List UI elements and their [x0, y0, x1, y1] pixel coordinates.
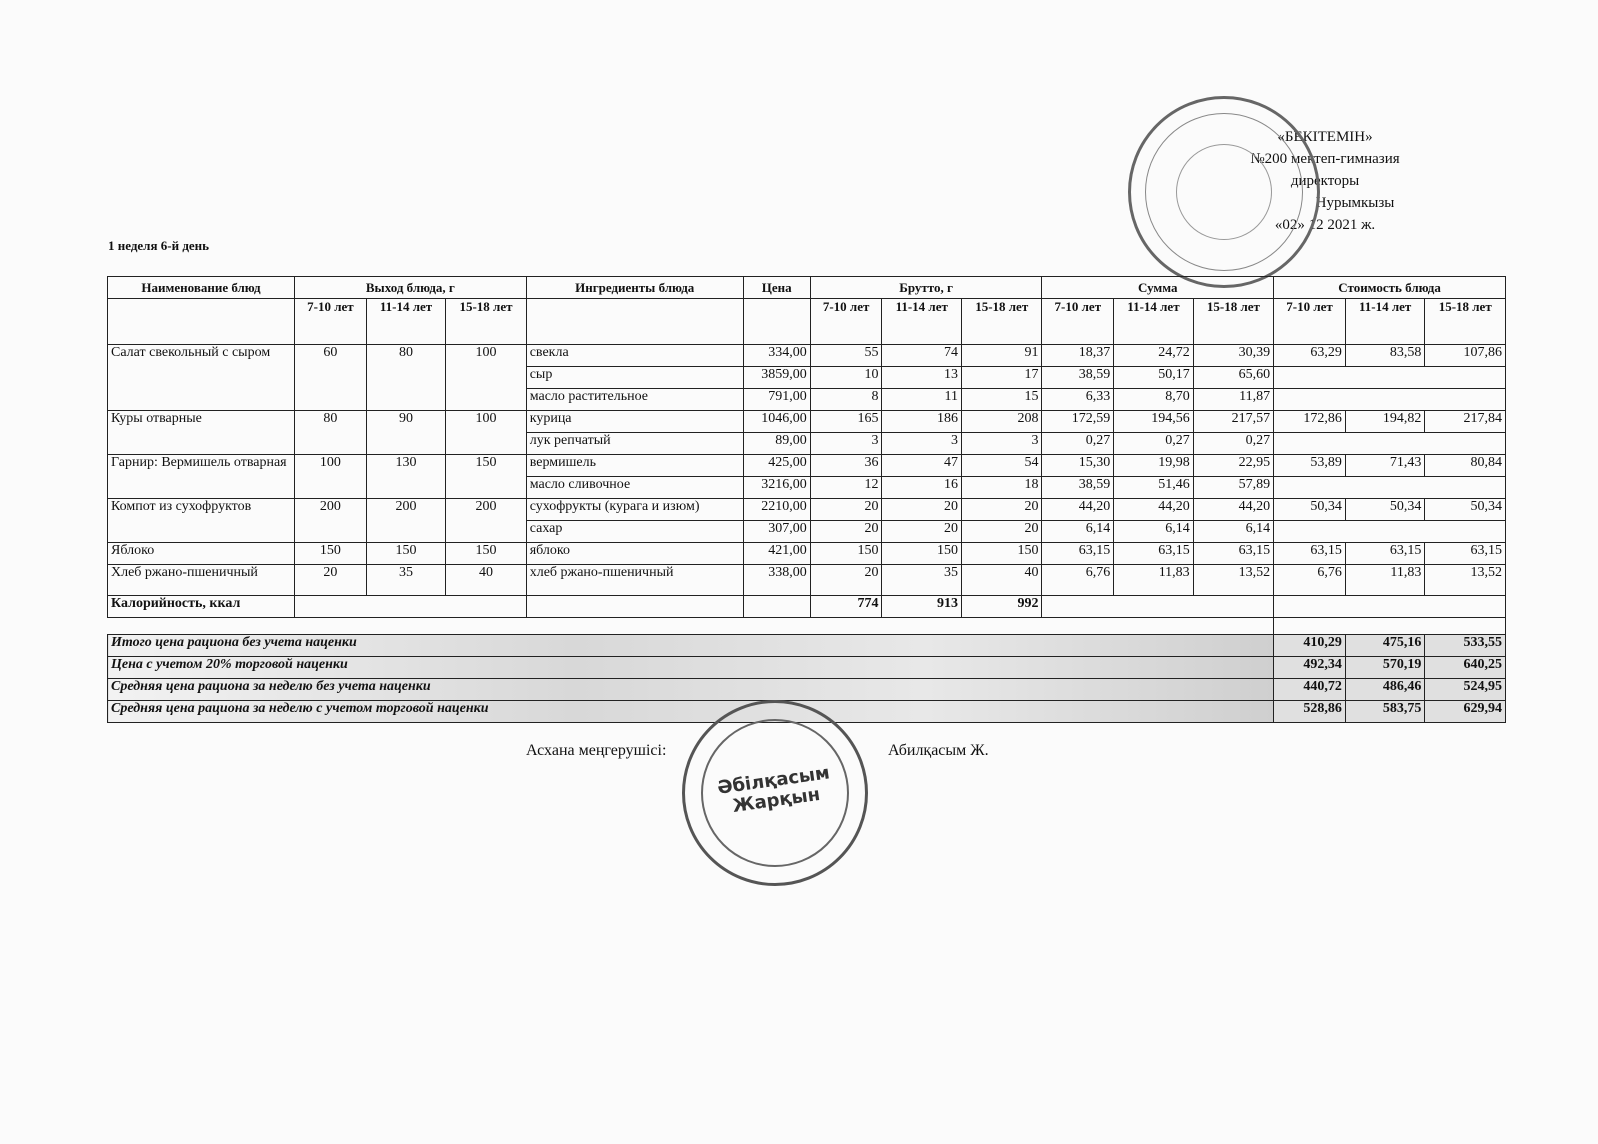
price-cell: 3859,00 — [743, 367, 810, 389]
brutto-cell: 165 — [810, 411, 882, 433]
sum-cell: 6,14 — [1193, 521, 1273, 543]
brutto-cell: 18 — [961, 477, 1041, 499]
dish-name: Яблоко — [108, 543, 295, 565]
total-row — [108, 679, 1506, 701]
cost-cell: 63,29 — [1274, 345, 1346, 367]
sum-cell: 0,27 — [1114, 433, 1194, 455]
brutto-cell: 13 — [882, 367, 962, 389]
cost-cell: 50,34 — [1425, 499, 1506, 521]
table-row — [108, 455, 1506, 477]
sum-cell: 24,72 — [1114, 345, 1194, 367]
cost-cell: 107,86 — [1425, 345, 1506, 367]
sum-cell: 30,39 — [1193, 345, 1273, 367]
cost-cell: 217,84 — [1425, 411, 1506, 433]
sum-cell: 13,52 — [1193, 565, 1273, 596]
age-15-18: 15-18 лет — [446, 299, 526, 345]
sum-cell: 6,14 — [1042, 521, 1114, 543]
manager-name: Абилқасым Ж. — [888, 742, 989, 759]
sum-cell: 172,59 — [1042, 411, 1114, 433]
cost-cell: 63,15 — [1345, 543, 1425, 565]
cost-cell: 172,86 — [1274, 411, 1346, 433]
sum-cell: 57,89 — [1193, 477, 1273, 499]
header-row — [108, 277, 1506, 299]
cost-cell: 63,15 — [1274, 543, 1346, 565]
manager-role: Асхана меңгерушісі: — [526, 742, 667, 759]
sum-cell: 6,14 — [1114, 521, 1194, 543]
calories-value: 913 — [882, 596, 962, 618]
total-value: 583,75 — [1345, 701, 1425, 723]
yield-cell: 200 — [366, 499, 446, 543]
total-label: Итого цена рациона без учета наценки — [108, 635, 1274, 657]
price-cell: 307,00 — [743, 521, 810, 543]
ingredient-name: вермишель — [526, 455, 743, 477]
total-value: 475,16 — [1345, 635, 1425, 657]
total-value: 440,72 — [1274, 679, 1346, 701]
yield-cell: 150 — [366, 543, 446, 565]
ingredient-name: масло сливочное — [526, 477, 743, 499]
price-cell: 1046,00 — [743, 411, 810, 433]
brutto-cell: 54 — [961, 455, 1041, 477]
school-seal-stamp — [1128, 96, 1320, 288]
sum-cell: 0,27 — [1193, 433, 1273, 455]
table-row — [108, 499, 1506, 521]
calories-value: 992 — [961, 596, 1041, 618]
yield-cell: 100 — [295, 455, 367, 499]
stamp-text: Әбілқасым Жарқын — [716, 762, 832, 817]
sum-cell: 22,95 — [1193, 455, 1273, 477]
total-row — [108, 635, 1506, 657]
yield-cell: 130 — [366, 455, 446, 499]
brutto-cell: 17 — [961, 367, 1041, 389]
canteen-stamp — [682, 700, 868, 886]
col-cost: Стоимость блюда — [1274, 277, 1506, 299]
brutto-cell: 91 — [961, 345, 1041, 367]
brutto-cell: 3 — [882, 433, 962, 455]
total-value: 492,34 — [1274, 657, 1346, 679]
yield-cell: 80 — [366, 345, 446, 411]
sum-cell: 0,27 — [1042, 433, 1114, 455]
ingredient-name: яблоко — [526, 543, 743, 565]
brutto-cell: 3 — [961, 433, 1041, 455]
brutto-cell: 20 — [810, 521, 882, 543]
sum-cell: 44,20 — [1114, 499, 1194, 521]
brutto-cell: 20 — [961, 521, 1041, 543]
table-row — [108, 543, 1506, 565]
ingredient-name: хлеб ржано-пшеничный — [526, 565, 743, 596]
cost-cell: 83,58 — [1345, 345, 1425, 367]
sum-cell: 51,46 — [1114, 477, 1194, 499]
total-label: Средняя цена рациона за неделю без учета наценки — [108, 679, 1274, 701]
price-cell: 425,00 — [743, 455, 810, 477]
brutto-cell: 15 — [961, 389, 1041, 411]
total-value: 486,46 — [1345, 679, 1425, 701]
sum-cell: 63,15 — [1193, 543, 1273, 565]
age-7-10: 7-10 лет — [1042, 299, 1114, 345]
sum-cell: 44,20 — [1193, 499, 1273, 521]
brutto-cell: 40 — [961, 565, 1041, 596]
yield-cell: 60 — [295, 345, 367, 411]
sum-cell: 38,59 — [1042, 367, 1114, 389]
sum-cell: 44,20 — [1042, 499, 1114, 521]
brutto-cell: 150 — [882, 543, 962, 565]
cost-cell: 71,43 — [1345, 455, 1425, 477]
total-value: 629,94 — [1425, 701, 1506, 723]
dish-name: Компот из сухофруктов — [108, 499, 295, 543]
age-11-14: 11-14 лет — [1114, 299, 1194, 345]
yield-cell: 200 — [446, 499, 526, 543]
yield-cell: 20 — [295, 565, 367, 596]
price-cell: 334,00 — [743, 345, 810, 367]
col-ingredients: Ингредиенты блюда — [526, 277, 743, 299]
brutto-cell: 47 — [882, 455, 962, 477]
col-yield: Выход блюда, г — [295, 277, 527, 299]
brutto-cell: 20 — [882, 521, 962, 543]
approval-role: директоры — [1290, 173, 1360, 189]
approval-title: «БЕКІТЕМІН» — [1277, 129, 1373, 145]
sum-cell: 19,98 — [1114, 455, 1194, 477]
sum-cell: 217,57 — [1193, 411, 1273, 433]
sum-cell: 65,60 — [1193, 367, 1273, 389]
brutto-cell: 36 — [810, 455, 882, 477]
brutto-cell: 150 — [810, 543, 882, 565]
total-value: 410,29 — [1274, 635, 1346, 657]
menu-table — [107, 276, 1506, 723]
brutto-cell: 74 — [882, 345, 962, 367]
brutto-cell: 55 — [810, 345, 882, 367]
table-row — [108, 345, 1506, 367]
ingredient-name: курица — [526, 411, 743, 433]
cost-cell: 63,15 — [1425, 543, 1506, 565]
total-label: Средняя цена рациона за неделю с учетом торговой наценки — [108, 701, 1274, 723]
age-11-14: 11-14 лет — [882, 299, 962, 345]
sum-cell: 38,59 — [1042, 477, 1114, 499]
brutto-cell: 12 — [810, 477, 882, 499]
yield-cell: 150 — [295, 543, 367, 565]
yield-cell: 150 — [446, 455, 526, 499]
cost-cell: 50,34 — [1274, 499, 1346, 521]
yield-cell: 90 — [366, 411, 446, 455]
cost-cell: 13,52 — [1425, 565, 1506, 596]
brutto-cell: 11 — [882, 389, 962, 411]
approval-date: «02» 12 2021 ж. — [1274, 217, 1376, 233]
sum-cell: 50,17 — [1114, 367, 1194, 389]
cost-cell: 50,34 — [1345, 499, 1425, 521]
price-cell: 421,00 — [743, 543, 810, 565]
age-11-14: 11-14 лет — [366, 299, 446, 345]
calories-value: 774 — [810, 596, 882, 618]
total-row — [108, 657, 1506, 679]
price-cell: 89,00 — [743, 433, 810, 455]
age-7-10: 7-10 лет — [1274, 299, 1346, 345]
yield-cell: 100 — [446, 345, 526, 411]
sum-cell: 18,37 — [1042, 345, 1114, 367]
table-row — [108, 565, 1506, 596]
brutto-cell: 20 — [810, 499, 882, 521]
yield-cell: 35 — [366, 565, 446, 596]
ingredient-name: свекла — [526, 345, 743, 367]
brutto-cell: 3 — [810, 433, 882, 455]
sum-cell: 63,15 — [1114, 543, 1194, 565]
approval-name: Нурымкызы — [1315, 195, 1395, 211]
dish-name: Куры отварные — [108, 411, 295, 455]
sum-cell: 8,70 — [1114, 389, 1194, 411]
brutto-cell: 20 — [882, 499, 962, 521]
approval-school: №200 мектеп-гимназия — [1250, 151, 1400, 167]
brutto-cell: 10 — [810, 367, 882, 389]
sum-cell: 15,30 — [1042, 455, 1114, 477]
yield-cell: 100 — [446, 411, 526, 455]
sum-cell: 11,87 — [1193, 389, 1273, 411]
table-row — [108, 411, 1506, 433]
ingredient-name: лук репчатый — [526, 433, 743, 455]
col-sum: Сумма — [1042, 277, 1274, 299]
ingredient-name: масло растительное — [526, 389, 743, 411]
cost-cell: 53,89 — [1274, 455, 1346, 477]
brutto-cell: 186 — [882, 411, 962, 433]
sum-cell: 6,76 — [1042, 565, 1114, 596]
brutto-cell: 150 — [961, 543, 1041, 565]
price-cell: 3216,00 — [743, 477, 810, 499]
age-7-10: 7-10 лет — [295, 299, 367, 345]
menu-body — [108, 345, 1506, 596]
total-value: 533,55 — [1425, 635, 1506, 657]
yield-cell: 200 — [295, 499, 367, 543]
col-dish-name: Наименование блюд — [108, 277, 295, 299]
total-value: 528,86 — [1274, 701, 1346, 723]
brutto-cell: 8 — [810, 389, 882, 411]
brutto-cell: 16 — [882, 477, 962, 499]
cost-cell: 6,76 — [1274, 565, 1346, 596]
yield-cell: 40 — [446, 565, 526, 596]
sum-cell: 194,56 — [1114, 411, 1194, 433]
age-15-18: 15-18 лет — [961, 299, 1041, 345]
cost-cell: 11,83 — [1345, 565, 1425, 596]
total-label: Цена с учетом 20% торговой наценки — [108, 657, 1274, 679]
age-15-18: 15-18 лет — [1193, 299, 1273, 345]
total-value: 570,19 — [1345, 657, 1425, 679]
total-value: 524,95 — [1425, 679, 1506, 701]
col-brutto: Брутто, г — [810, 277, 1042, 299]
age-11-14: 11-14 лет — [1345, 299, 1425, 345]
price-cell: 2210,00 — [743, 499, 810, 521]
yield-cell: 80 — [295, 411, 367, 455]
age-15-18: 15-18 лет — [1425, 299, 1506, 345]
dish-name: Хлеб ржано-пшеничный — [108, 565, 295, 596]
dish-name: Салат свекольный с сыром — [108, 345, 295, 411]
yield-cell: 150 — [446, 543, 526, 565]
ingredient-name: сыр — [526, 367, 743, 389]
sum-cell: 6,33 — [1042, 389, 1114, 411]
age-7-10: 7-10 лет — [810, 299, 882, 345]
brutto-cell: 20 — [961, 499, 1041, 521]
brutto-cell: 208 — [961, 411, 1041, 433]
total-value: 640,25 — [1425, 657, 1506, 679]
price-cell: 338,00 — [743, 565, 810, 596]
ingredient-name: сухофрукты (курага и изюм) — [526, 499, 743, 521]
calories-label: Калорийность, ккал — [108, 596, 295, 618]
dish-name: Гарнир: Вермишель отварная — [108, 455, 295, 499]
cost-cell: 80,84 — [1425, 455, 1506, 477]
sum-cell: 63,15 — [1042, 543, 1114, 565]
week-day-title: 1 неделя 6-й день — [108, 238, 210, 253]
ingredient-name: сахар — [526, 521, 743, 543]
age-header-row — [108, 299, 1506, 345]
brutto-cell: 20 — [810, 565, 882, 596]
cost-cell: 194,82 — [1345, 411, 1425, 433]
col-price: Цена — [743, 277, 810, 299]
price-cell: 791,00 — [743, 389, 810, 411]
sum-cell: 11,83 — [1114, 565, 1194, 596]
calories-row — [108, 596, 1506, 618]
brutto-cell: 35 — [882, 565, 962, 596]
